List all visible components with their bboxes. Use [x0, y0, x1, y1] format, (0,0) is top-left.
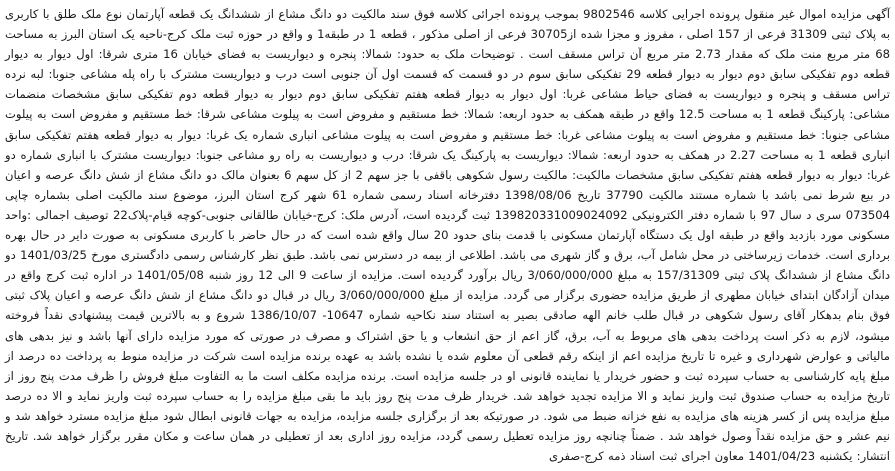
auction-notice-text: آگهی مزایده اموال غیر منقول پرونده اجرایی کلاسه 9802546 بموجب پرونده اجرائی کلاسه فوق سند مالکیت دو دانگ مشاع از ششدانگ یک قطعه آپارتمان نوع ملک طلق با کاربری به پلاک ثبتی 31309 فرعی از 157 اصلی ، مفروز و مجزا شده از30705 فرعی از اصلی مذکور ، قطعه 1 در طبقه1 و واقع در حوزه ثبت ملک کرج-ناحیه یک استان البرز به مساحت 68 متر مربع منت ملک که مقدار 2.73 متر مربع آن تراس مسقف است . توضیحات ملک به حدود: شمالا: پنجره و دیواریست به فضای خیابان 16 متری شرقا: اول دیوار به دیوار قطعه دوم تفکیکی سابق دوم دیوار به دیوار قطعه 29 تفکیکی سابق سوم در دو قسمت که قسمت اول آن جنوبی است درب و دیواریست مشترک با راه پله مشاعی جنوبا: لبه نرده تراس مسقف و پنجره و دیواریست به فضای حیاط مشاعی غربا: اول دیوار به دیوار قطعه هفتم تفکیکی سابق دوم دیوار به دیوار قطعه دوم تفکیکی سابق مشخصات منضمات مشاعی: پارکینگ قطعه 1 به مساحت 12.5 واقع در طبقه همکف به حدود اربعه: شمالا: خط مستقیم و مفروض است به پیلوت مشاعی شرقا: خط مستقیم و مفروض است به پیلوت مشاعی جنوبا: خط مستقیم و مفروض است به پیلوت مشاعی غربا: خط مستقیم و مفروض است به پیلوت مشاعی انباری شماره یک غربا: دیوار به دیوار قطعه هفتم تفکیکی سابق انباری قطعه 1 به مساحت 2.27 در همکف به حدود اربعه: شمالا: دیواریست به پارکینگ یک شرقا: درب و دیواریست به راه رو مشاعی جنوبا: دیواریست مشترک با انباری شماره دو غربا: دیوار به دیوار قطعه هفتم تفکیکی سابق مشخصات مالکیت: مالکیت رسول شکوهی باقفی با جز سهم 2 از کل سهم 6 بعنوان مالک دو دانگ مشاع از شش دانگ عرصه و اعیان در بیع شرط نمی باشد با شماره مستند مالکیت 37790 تاریخ 1398/08/06 دفترخانه اسناد رسمی شماره 61 شهر کرج استان البرز، موضوع سند مالکیت اصلی بشماره چاپی 073504 سری د سال 97 با شماره دفتر الکترونیکی 139820331009024092 ثبت گردیده است، آدرس ملک: کرج-خیابان طالقانی جنوبی-کوچه قیام-پلاک22 توصیف اجمالی :واحد مسکونی مورد بازدید واقع در طبقه اول یک دستگاه آپارتمان مسکونی با قدمت بنای حدود 20 سال واقع شده است که در حال حاضر با کاربری مسکونی به صورت دایر در حال بهره برداری است. خدمات زیرساختی در محل شامل آب، برق و گاز شهری می باشد. اطلاعی از بیمه در دسترس نمی باشد. طبق نظر کارشناس رسمی دادگستری مورخ 1401/03/25 دو دانگ مشاع از ششدانگ پلاک ثبتی 157/31309 به مبلغ 3/060/000/000 ریال برآورد گردیده است. مزایده از ساعت 9 الی 12 روز شنبه 1401/05/08 در اداره ثبت کرج واقع در میدان آزادگان ابتدای خیابان مطهری از طریق مزایده حضوری برگزار می گردد. مزایده از مبلغ 3/060/000/000 ریال در قبال دو دانگ مشاع از شش دانگ عرصه و اعیان پلاک ثبتی فوق بنام بدهکار آقای رسول شکوهی در قبال طلب خانم الهه صادقی بصیر به استناد سند نکاحیه شماره 10647- 1386/10/07 شروع و به بالاترین قیمت پیشنهادی نقداً فروخته میشود، لازم به ذکر است پرداخت بدهی های مربوط به آب، برق، گاز اعم از حق انشعاب و یا حق اشتراک و مصرف در صورتی که مورد مزایده دارای آنها باشد و نیز بدهی های مالیاتی و عوارض شهرداری و غیره تا تاریخ مزایده اعم از اینکه رقم قطعی آن معلوم شده یا نشده باشد به عهده برنده مزایده است شرکت در مزایده منوط به پرداخت ده درصد از مبلغ پایه کارشناسی به حساب سپرده ثبت و حضور خریدار یا نماینده قانونی او در جلسه مزایده است. برنده مزایده مکلف است ما به التفاوت مبلغ فروش را ظرف مدت پنج روز از تاریخ مزایده به حساب صندوق ثبت واریز نماید و الا مزایده تجدید خواهد شد. خریدار ظرف مدت پنج روز باید ما بقی مبلغ مزایده را به حساب سپرده ثبت واریز نماید و الا ده درصد مبلغ مزایده پس از کسر هزینه های مزایده به نفع خزانه ضبط می شود. در صورتیکه بعد از برگزاری جلسه مزایده، مزایده به جهات قانونی ابطال شود مبلغ مزایده مسترد خواهد شد و نیم عشر و حق مزایده نقداً وصول خواهد شد . ضمناً چنانچه روز مزایده تعطیل رسمی گردد، مزایده روز اداری بعد از تعطیلی در همان ساعت و مکان مقرر برگزار خواهد شد. تاریخ انتشار: یکشنبه 1401/04/23 معاون اجرای ثبت اسناد ذمه کرج-صفری	[5, 7, 891, 464]
